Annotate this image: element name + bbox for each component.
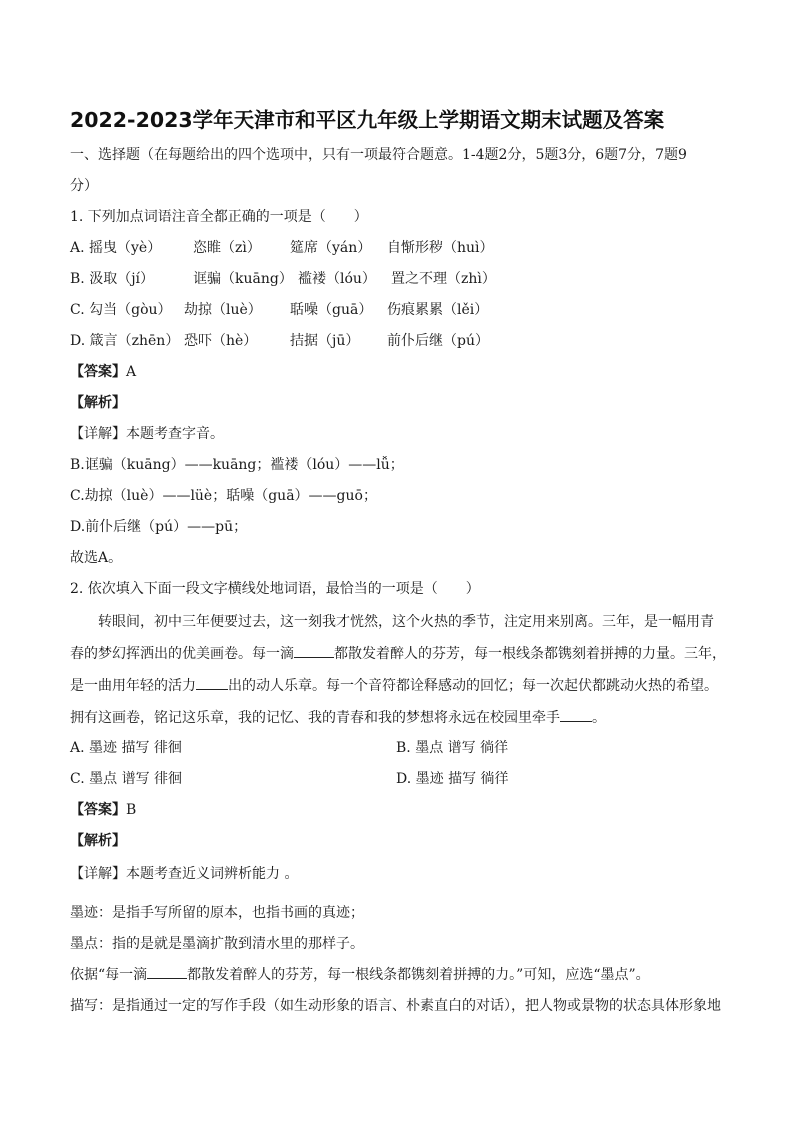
q1-d-2: 恐吓（hè） [184,333,258,349]
blank-line [294,645,334,658]
q2-detail-3a: 依据“每一滴 [70,967,148,983]
q2-passage-3a: 是一曲用年轻的活力 [70,678,196,694]
q2-detail-3b: 都散发着醉人的芬芳，每一根线条都镌刻着拼搏的力。”可知，应选“墨点”。 [187,967,650,983]
document-title: 2022-2023学年天津市和平区九年级上学期语文期末试题及答案 [70,108,665,132]
q1-a-3: 筵席（yán） [290,240,372,256]
q1-a-1: A. 摇曳（yè） [70,240,162,256]
q1-c-2: 劫掠（luè） [184,302,262,318]
q2-passage-line-2 [70,645,726,663]
q1-detail-4: 故选A。 [70,550,123,566]
q1-answer [70,363,136,381]
blank-line [147,966,187,979]
q1-answer-label: 【答案】 [70,364,126,380]
q2-passage-2b: 都散发着醉人的芬芳，每一根线条都镌刻着拼搏的力量。三年， [334,646,726,662]
section-heading-cont: 分） [70,178,98,194]
q1-b-3: 褴褛（lóu） [298,271,376,287]
q1-d-1: D. 箴言（zhēn） [70,333,180,349]
q2-passage-line-3 [70,677,718,695]
q1-analysis-label: 【解析】 [70,395,126,411]
q1-stem: 1. 下列加点词语注音全都正确的一项是（ ） [70,209,368,225]
q1-b-1: B. 汲取（jí） [70,271,155,287]
q2-passage-4b: 。 [592,710,606,726]
blank-line [560,709,592,722]
q2-option-d: D. 墨迹 描写 徜徉 [396,771,509,787]
q2-passage-line-1: 转眼间，初中三年便要过去，这一刻我才恍然，这个火热的季节，注定用来别离。三年，是一幅用青 [98,614,714,630]
q2-analysis-label: 【解析】 [70,833,126,849]
q2-answer-label: 【答案】 [70,802,126,818]
q1-b-4: 置之不理（zhì） [391,271,496,287]
q1-c-1: C. 勾当（gòu） [70,302,172,318]
q2-passage-4a: 拥有这画卷，铭记这乐章，我的记忆、我的青春和我的梦想将永远在校园里牵手 [70,710,560,726]
q1-a-2: 恣睢（zì） [193,240,261,256]
q2-detail-4: 描写：是指通过一定的写作手段（如生动形象的语言、朴素直白的对话），把人物或景物的状态具体形象地 [70,998,721,1014]
q2-option-a: A. 墨迹 描写 徘徊 [70,740,182,756]
section-heading: 一、选择题（在每题给出的四个选项中，只有一项最符合题意。1-4题2分，5题3分，6题7分，7题9 [70,147,687,163]
q2-detail-1: 墨迹：是指手写所留的原本，也指书画的真迹； [70,905,364,921]
blank-line [196,677,228,690]
q1-detail-3: D.前仆后继（pú）——pū； [70,519,248,535]
q2-option-c: C. 墨点 谱写 徘徊 [70,771,183,787]
q2-answer [70,801,136,819]
q1-b-2: 诓骗（kuāng） [193,271,293,287]
q1-a-4: 自惭形秽（huì） [387,240,494,256]
q2-detail-2: 墨点：指的是就是墨滴扩散到清水里的那样子。 [70,936,364,952]
q1-detail-2: C.劫掠（luè）——lüè；聒噪（guā）——guō； [70,488,377,504]
q2-passage-line-4 [70,709,606,727]
q1-answer-value: A [126,364,137,380]
q1-d-3: 拮据（jū） [290,333,360,349]
q1-d-4: 前仆后继（pú） [387,333,489,349]
q2-passage-3b: 出的动人乐章。每一个音符都诠释感动的回忆；每一次起伏都跳动火热的希望。 [228,678,718,694]
q2-detail-3 [70,966,650,984]
q2-stem: 2. 依次填入下面一段文字横线处地词语，最恰当的一项是（ ） [70,581,480,597]
q1-detail-1: B.诓骗（kuāng）——kuāng；褴褛（lóu）——lǚ； [70,457,404,473]
q2-passage-2a: 春的梦幻挥洒出的优美画卷。每一滴 [70,646,294,662]
q2-detail-title: 【详解】本题考查近义词辨析能力 。 [70,866,299,882]
q2-option-b: B. 墨点 谱写 徜徉 [396,740,509,756]
q1-detail-0: 【详解】本题考查字音。 [70,426,224,442]
q1-c-4: 伤痕累累（lěi） [387,302,489,318]
q2-answer-value: B [126,802,137,818]
q1-c-3: 聒噪（guā） [290,302,373,318]
